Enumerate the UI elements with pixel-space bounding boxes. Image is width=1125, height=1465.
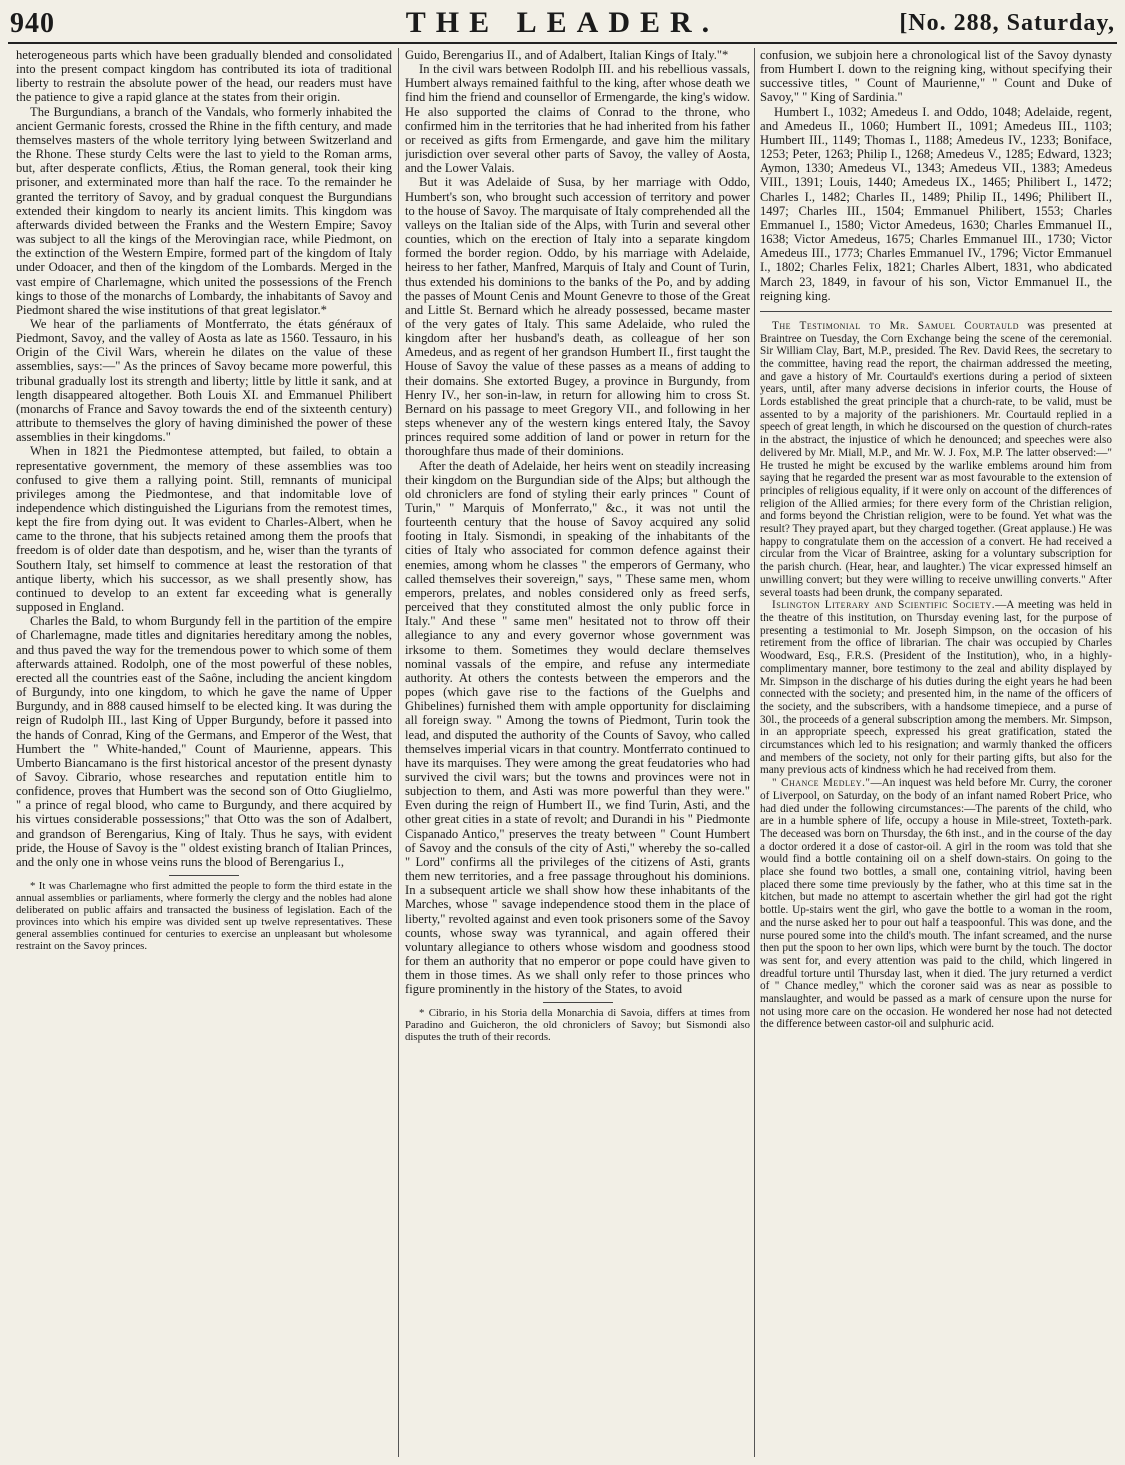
footnote: * It was Charlemagne who first admitted the people to form the third estate in the annual assemblies or parliaments, where formerly the clergy and the nobles had alone deliberated on public affairs and transacted the business of legislation. Each of the provinces into which his empire was divided sent up twelve representatives. These general assemblies continued for centuries to exercise an unpleasant but wholesome restraint on the Savoy princes.: [16, 880, 392, 953]
column-1: [16, 48, 392, 1459]
column-2: [405, 48, 750, 1459]
news-heading: Islington Literary and Scientific Society.: [772, 599, 996, 612]
news-body: —An inquest was held before Mr. Curry, the coroner of Liverpool, on Saturday, on the body of an infant named Robert Price, who had died under the following circumstances:—The parents of the child, who are in a humble sphere of life, occupy a house in Mile-street, Toxteth-park. The deceased was born on Thursday, the 6th inst., and in the course of the day a doctor ordered it a dose of castor-oil. A girl in the room was told that she would find a bottle containing oil on a shelf down-stairs. On going to the place she found two bottles, a small one, containing vitriol, having been placed there some time previously by the father, who at this time sat in the kitchen, but made no attempt to ascertain whether the girl had got the right bottle. Up-stairs went the girl, who gave the bottle to a woman in the room, and the nurse asked her to pour out half a teaspoonful. This was done, and the nurse poured some into the child's mouth. The infant screamed, and the nurse then put the spoon to her own lips, which were burnt by the touch. The doctor was sent for, and every attention was paid to the child, which lingered in dreadful torture until Thursday last, when it died. The jury returned a verdict of " Chance medley," which the coroner said was as near as possible to manslaughter, and would be passed as a mark of censure upon the nurse for not using more care on the occasion. He wondered her nose had not detected the difference between castor-oil and sulphuric acid.: [760, 777, 1112, 1031]
news-item-chance-medley: [760, 777, 1112, 1031]
masthead: [8, 2, 1117, 44]
paragraph: In the civil wars between Rodolph III. and his rebellious vassals, Humbert always remained faithful to the king, after whose death we find him the friend and counsellor of Ermengarde, the king's widow. He also supported the claims of Conrad to the throne, who confirmed him in the territories that he had inherited from his father or received as gifts from Ermengarde, and gave him the military jurisdiction over several other parts of Savoy, the valley of Aosta, and the Lower Valais.: [405, 62, 750, 176]
paragraph: We hear of the parliaments of Montferrato, the états généraux of Piedmont, Savoy, and the valley of Aosta as late as 1560. Tessauro, in his Origin of the Civil Wars, wherein he dilates on the value of these assemblies, says:—" As the princes of Savoy became more powerful, this tribunal gradually lost its strength and liberty; little by little it sank, and at length disappeared altogether. Both Louis XI. and Emmanuel Philibert (monarchs of France and Savoy towards the end of the sixteenth century) attribute to themselves the glory of having diminished the power of these assemblies in their kingdoms.": [16, 316, 392, 445]
paragraph: heterogeneous parts which have been gradually blended and consolidated into the present compact kingdom has contributed its iota of traditional liberty to restrain the absolute power of the head, our readers must have the patience to give a rapid glance at the states from their origin.: [16, 48, 392, 105]
news-item-testimonial: [760, 320, 1112, 599]
page-number: 940: [10, 8, 55, 39]
paragraph: Charles the Bald, to whom Burgundy fell in the partition of the empire of Charlemagne, made titles and dignitaries hereditary among the nobles, and thus paved the way for the tremendous power to which some of them afterwards attained. Rodolph, one of the most powerful of these nobles, erected all the countries east of the Saône, including the ancient kingdom of Burgundy, into one kingdom, to which he gave the name of Upper Burgundy, and in 888 caused himself to be elected king. It was during the reign of Rudolph III., last King of Upper Burgundy, before it passed into the hands of Conrad, King of the Germans, and Emperor of the West, that Humbert the " White-handed," Count of Maurienne, appears. This Umberto Biancamano is the first historical ancestor of the present dynasty of Savoy. Cibrario, whose researches and reputation entitle him to confidence, proves that Humbert was the second son of Otto Giuglielmo, " a prince of regal blood, who came to Burgundy, and there acquired by his virtues considerable possessions;" that Otto was the son of Adalbert, and grandson of Berengarius, King of Italy. Thus he says, with evident pride, the House of Savoy is the " oldest existing branch of Italian Princes, and the only one in whose veins runs the blood of Berengarius I.,: [16, 614, 392, 869]
footnote-divider: [169, 875, 239, 876]
newspaper-title: THE LEADER.: [405, 6, 720, 39]
news-items: [760, 320, 1112, 1031]
news-heading: The Testimonial to Mr. Samuel Courtauld: [772, 319, 1020, 332]
paragraph: When in 1821 the Piedmontese attempted, but failed, to obtain a representative government, the memory of these assemblies was too confused to give them a rallying point. Still, remnants of municipal privileges among the Piedmontese, and that indomitable love of independence which distinguished the Ligurians from the remotest times, kept the fire from dying out. It was evident to Charles-Albert, when he came to the throne, that his subjects retained among them the proofs that freedom is of older date than despotism, and he, wiser than the tyrants of Southern Italy, set himself to commence at least the restoration of that antique liberty, which his successor, as we shall presently show, has continued to develop to an extent far exceeding what is generally supposed in England.: [16, 444, 392, 615]
paragraph: After the death of Adelaide, her heirs went on steadily increasing their kingdom on the Burgundian side of the Alps; but although the old chroniclers are fond of styling their early princes " Count of Turin," " Marquis of Monferrato," &c., it was not until the fourteenth century that the house of Savoy acquired any solid footing in Italy. Sismondi, in speaking of the inhabitants of the cities of Italy who associated for common defence against their enemies, among whom he classes " the emperors of Germany, who called themselves their sovereign," says, " These same men, whom emperors, prelates, and nobles considered only as freed serfs, perceived that they constituted almost the only public force in Italy." And these " same men" hesitated not to throw off their allegiance to any and every governor whose government was irksome to them. Sometimes they would declare themselves nominal vassals of the empire, and refuse any intermediate authority. At others the contests between the emperors and the popes (which gave rise to the factions of the Guelphs and Ghibelines) furnished them with ample opportunity for disclaiming all foreign sway. " Among the towns of Piedmont, Turin took the lead, and disputed the authority of the Counts of Savoy, who called themselves imperial vicars in that country. Montferrato continued to have its marquises. They were among the great feudatories who had survived the civil wars; but the towns and provinces were not in subjection to them, and Asti was more powerful than they were." Even during the reign of Humbert II., we find Turin, Asti, and the other great cities in a state of revolt; and Durandi in his " Piedmonte Cispanado Antico," preserves the treaty between " Count Humbert of Savoy and the consuls of the city of Asti," whereby the so-called " Lord" confirms all the privileges of the citizens of Asti, grants them new territories, and a free passage throughout his dominions. In a subsequent article we shall show how these inhabitants of the Marches, whose " savage independence stood them in the place of liberty," revolted against and even took prisoners some of the Savoy counts, whose sway was tyrannical, and again offered their voluntary allegiance to others whose wisdom and goodness stood for them an authority that no emperor or pope could have given to them in those times. As we shall only refer to those princes who figure prominently in the history of the States, to avoid: [405, 458, 750, 997]
news-body: was presented at Braintree on Tuesday, the Corn Exchange being the scene of the ceremonial. Sir William Clay, Bart, M.P., presided. The Rev. David Rees, the secretary to the committee, having read the report, the chairman addressed the meeting, and gave a history of Mr. Courtauld's exertions during a period of sixteen years, until, after many adverse decisions in inferior courts, the House of Lords established the great principle that a church-rate, to be valid, must be assented to by a majority of the parishioners. Mr. Courtauld replied in a speech of great length, in which he discoursed on the question of church-rates in the abstract, the injustice of which he denounced; and speeches were also delivered by Mr. Miall, M.P., and Mr. W. J. Fox, M.P. The latter observed:—" He trusted he might be excused by the warlike emblems around him from saying that he regarded the present war as most favourable to the extension of principles of religious equality, if it were only on account of the differences of religion of the Allied armies; for there every form of the Christian religion, and forms beyond the Christian religion, were to be found. Yet what was the result? They prayed apart, but they charged together. (Great applause.) He was happy to congratulate them on the accession of a convert. He had received a circular from the Vicar of Braintree, asking for a voluntary subscription for the parish church. (Hear, hear, and laughter.) The vicar expressed himself an unwilling convert; but they were willing to receive unwilling converts." After several toasts had been drunk, the company separated.: [760, 319, 1112, 599]
paragraph: But it was Adelaide of Susa, by her marriage with Oddo, Humbert's son, who brought such accession of territory and power to the house of Savoy. The marquisate of Italy comprehended all the valleys on the Italian side of the Alps, with Turin and several other counties, which on the erection of Italy into a separate kingdom formed the border region. Oddo, by his marriage with Adelaide, heiress to her father, Manfred, Marquis of Italy and Count of Turin, thus extended his dominions to the banks of the Po, and by adding the passes of Mount Cenis and Mount Genevre to those of the Great and Little St. Bernard which he already possessed, became master of the very gates of Italy. This same Adelaide, who ruled the kingdom after her husband's death, as colleague of her son Amedeus, and as regent of her grandson Humbert II., first taught the House of Savoy the value of these passes as a means of adding to their domains. She extorted Bugey, a province in Burgundy, from Henry IV., her son-in-law, in return for allowing him to cross St. Bernard on his passage to meet Gregory VII., and following in her steps whenever any of the western kings entered Italy, the Savoy princes required some addition of land or power in return for the thoroughfare thus made of their dominions.: [405, 175, 750, 459]
footnote: * Cibrario, in his Storia della Monarchia di Savoia, differs at times from Paradino and Guicheron, the old chroniclers of Savoy; but Sismondi also disputes the truth of their records.: [405, 1007, 750, 1044]
news-body: —A meeting was held in the theatre of this institution, on Thursday evening last, for the purpose of presenting a testimonial to Mr. Joseph Simpson, on the occasion of his retirement from the office of librarian. The chair was occupied by Charles Woodward, Esq., F.R.S. (President of the Institution), who, in a highly-complimentary manner, bore testimony to the zeal and ability displayed by Mr. Simpson in the discharge of his duties during the eight years he had been connected with the society; and presented him, in the name of the officers of the society, and the subscribers, with a handsome timepiece, and a purse of 30l., the proceeds of a general subscription among the members. Mr. Simpson, in an appropriate speech, expressed his great gratification, stated the circumstances which led to his resignation; and warmly thanked the officers and members of the society, not only for their parting gifts, but also for the many previous acts of kindness which he had received from them.: [760, 599, 1112, 777]
paragraph: The Burgundians, a branch of the Vandals, who formerly inhabited the ancient Germanic forests, crossed the Rhine in the fifth century, and made themselves masters of the whole territory lying between Switzerland and the Rhone. These sturdy Celts were the last to yield to the Roman arms, but, after desperate conflicts, Ætius, the Roman general, took their king prisoner, and exterminated more than half the race. To the remainder he granted the territory of Savoy, and by gradual conquest the Burgundians extended their kingdom to nearly its ancient limits. This kingdom was afterwards divided between the Franks and the Western Empire; Savoy was subject to all the kings of the Merovingian race, while Piedmont, on the extinction of the Western Empire, formed part of the kingdom of Italy under Odoacer, and then of the kingdom of the Lombards. Merged in the vast empire of Charlemagne, which united the possessions of the French kings to those of the monarchs of Lombardy, the inhabitants of Savoy and Piedmont shared the wise institutions of that great legislator.*: [16, 104, 392, 317]
column-3: [760, 48, 1112, 1459]
paragraph: confusion, we subjoin here a chronological list of the Savoy dynasty from Humbert I. down to the reigning king, without specifying their successive titles, " Count of Maurienne," " Count and Duke of Savoy," " King of Sardinia.": [760, 48, 1112, 105]
section-divider: [760, 311, 1112, 312]
column-divider: [398, 48, 399, 1457]
column-divider: [754, 48, 755, 1457]
news-heading: " Chance Medley.": [772, 777, 871, 790]
issue-info: [No. 288, Saturday,: [899, 10, 1115, 36]
paragraph: Guido, Berengarius II., and of Adalbert, Italian Kings of Italy."*: [405, 48, 729, 62]
footnote-divider: [543, 1002, 613, 1003]
news-item-islington: [760, 599, 1112, 777]
paragraph: Humbert I., 1032; Amedeus I. and Oddo, 1048; Adelaide, regent, and Amedeus II., 1060; Humbert II., 1091; Amedeus III., 1103; Humbert III., 1149; Thomas I., 1188; Amedeus IV., 1233; Boniface, 1253; Peter, 1263; Philip I., 1268; Amedeus V., 1285; Edward, 1323; Aymon, 1330; Amedeus VI., 1343; Amedeus VII., 1383; Amedeus VIII., 1391; Louis, 1440; Amedeus IX., 1465; Philibert I., 1472; Charles I., 1482; Charles II., 1489; Philip II., 1496; Philibert II., 1497; Charles III., 1504; Emmanuel Philibert, 1553; Charles Emmanuel I., 1580; Victor Amedeus, 1630; Charles Emmanuel II., 1638; Victor Amedeus, 1675; Charles Emmanuel III., 1730; Victor Amedeus III., 1773; Charles Emmanuel IV., 1796; Victor Emmanuel I., 1802; Charles Felix, 1821; Charles Albert, 1831, who abdicated March 23, 1849, in favour of his son, Victor Emmanuel II., the reigning king.: [760, 104, 1112, 303]
